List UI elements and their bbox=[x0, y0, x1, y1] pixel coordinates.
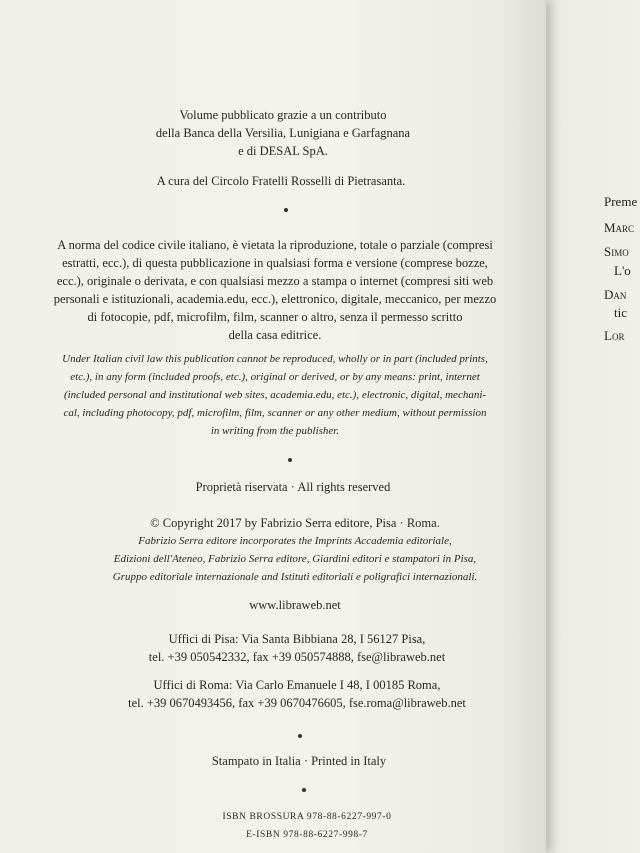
office-line: tel. +39 0670493456, fax +39 0670476605, fse.roma@libraweb.net bbox=[128, 696, 466, 710]
website-text: www.libraweb.net bbox=[249, 598, 341, 612]
separator-dot bbox=[284, 208, 288, 212]
printed-text: Stampato in Italia · Printed in Italy bbox=[211, 754, 387, 768]
separator-dot bbox=[302, 788, 306, 792]
funding-line: Volume pubblicato grazie a un contributo bbox=[179, 108, 387, 122]
funding-line: e di DESAL SpA. bbox=[238, 144, 328, 158]
copyright-line: © Copyright 2017 by Fabrizio Serra editore, Pisa · Roma. bbox=[150, 516, 440, 530]
pisa-office bbox=[24, 630, 570, 666]
curator-note bbox=[8, 172, 554, 190]
toc-entry: Lor bbox=[604, 328, 625, 343]
copyright-block bbox=[22, 514, 568, 586]
toc-entry: L'o bbox=[614, 263, 631, 278]
office-line: tel. +39 050542332, fax +39 050574888, fse@libraweb.net bbox=[148, 650, 446, 664]
notice-line: in writing from the publisher. bbox=[210, 425, 340, 437]
notice-line: Under Italian civil law this publication cannot be reproduced, wholly or in part (included prints, bbox=[62, 353, 488, 365]
notice-line: estratti, ecc.), di questa pubblicazione in qualsiasi forma e versione (comprese bozze, bbox=[62, 256, 488, 270]
office-line: Uffici di Roma: Via Carlo Emanuele I 48, I 00185 Roma, bbox=[153, 678, 441, 692]
notice-line: ecc.), originale o derivata, e con qualsiasi mezzo a stampa o internet (compresi siti web bbox=[56, 274, 494, 288]
isbn-line: ISBN BROSSURA 978-88-6227-997-0 bbox=[222, 812, 392, 822]
notice-line: (included personal and institutional web sites, academia.edu, etc.), electronic, digital, mechani- bbox=[63, 389, 487, 401]
notice-line: etc.), in any form (included proofs, etc.), original or derived, or by any means: print, internet bbox=[70, 371, 480, 383]
notice-line: personali e istituzionali, academia.edu, ecc.), elettronico, digitale, meccanico, per mezzo bbox=[53, 292, 497, 306]
toc-entry: Marc bbox=[604, 220, 635, 235]
copyright-line: Fabrizio Serra editore incorporates the Imprints Accademia editoriale, bbox=[138, 535, 452, 547]
curator-line: A cura del Circolo Fratelli Rosselli di Pietrasanta. bbox=[156, 174, 406, 188]
separator-dot bbox=[288, 458, 292, 462]
isbn-line: E-ISBN 978-88-6227-998-7 bbox=[246, 830, 368, 840]
english-copyright-notice bbox=[2, 350, 548, 440]
website-line bbox=[22, 596, 568, 614]
copyright-line: Edizioni dell'Ateneo, Fabrizio Serra editore, Giardini editori e stampatori in Pisa, bbox=[113, 553, 477, 565]
toc-entry: Dan bbox=[604, 287, 627, 302]
funding-note bbox=[10, 106, 556, 160]
office-line: Uffici di Pisa: Via Santa Bibbiana 28, I 56127 Pisa, bbox=[168, 632, 426, 646]
isbn-block bbox=[34, 808, 580, 844]
copyright-line: Gruppo editoriale internazionale and Istituti editoriali e poligrafici internazionali. bbox=[112, 571, 478, 583]
toc-entry: tic bbox=[614, 305, 627, 320]
notice-line: cal, including photocopy, pdf, microfilm, film, scanner or any other medium, without permission bbox=[63, 407, 487, 419]
printed-line bbox=[26, 752, 572, 770]
notice-line: della casa editrice. bbox=[228, 328, 322, 342]
toc-entry: Simo bbox=[604, 244, 629, 259]
rome-office bbox=[24, 676, 570, 712]
rights-line bbox=[20, 478, 566, 496]
separator-dot bbox=[298, 734, 302, 738]
toc-entry: Preme bbox=[604, 194, 638, 209]
notice-line: di fotocopie, pdf, microfilm, film, scanner o altro, senza il permesso scritto bbox=[87, 310, 463, 324]
italian-copyright-notice bbox=[2, 236, 548, 344]
notice-line: A norma del codice civile italiano, è vietata la riproduzione, totale o parziale (compresi bbox=[57, 238, 493, 252]
rights-text: Proprietà riservata · All rights reserved bbox=[195, 480, 391, 494]
funding-line: della Banca della Versilia, Lunigiana e Garfagnana bbox=[155, 126, 411, 140]
